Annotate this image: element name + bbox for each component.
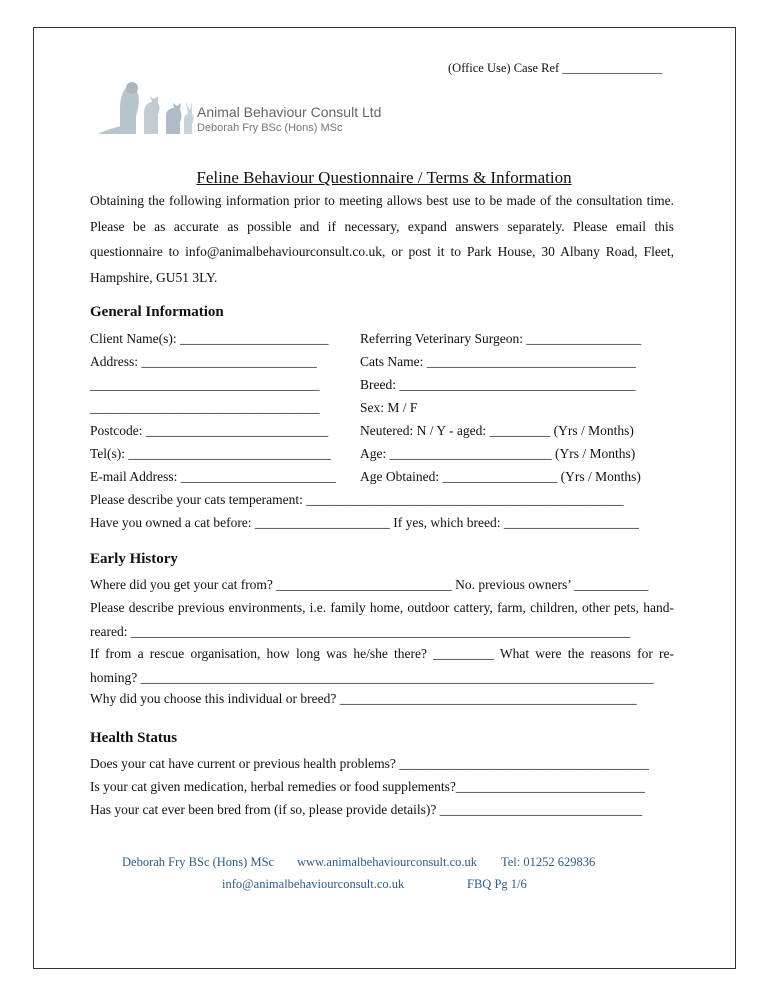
address-line-3[interactable]: __________________________________ (90, 400, 320, 415)
intro-paragraph: Obtaining the following information prior to meeting allows best use to be made of the consultation time. Please be as accurate as possible and if necessary, expand answers separately. Please email this questionnaire to info@animalbehaviourconsult.co.uk, or post it to Park House, 30 Albany Road, Fleet, Hampshire, GU51 3LY. (90, 193, 674, 285)
environments-field[interactable]: Please describe previous environments, i.e. family home, outdoor cattery, farm, children, other pets, hand-reared: __________________________________________________________________________ (90, 600, 674, 639)
early-history-heading: Early History (90, 551, 178, 567)
temperament-field[interactable]: Please describe your cats temperament: _______________________________________________ (90, 492, 624, 507)
page-title: Feline Behaviour Questionnaire / Terms & Information (196, 168, 572, 187)
cats-name-field[interactable]: Cats Name: _______________________________ (360, 354, 636, 369)
rescue-field[interactable]: If from a rescue organisation, how long was he/she there? _________ What were the reasons for re-homing? ____________________________________________________________________________ (90, 646, 674, 685)
postcode-field[interactable]: Postcode: ___________________________ (90, 423, 329, 438)
footer-name: Deborah Fry BSc (Hons) MSc (122, 855, 275, 869)
client-name-field[interactable]: Client Name(s): ______________________ (90, 331, 329, 346)
health-problems-field[interactable]: Does your cat have current or previous health problems? _____________________________________ (90, 756, 650, 771)
medication-field[interactable]: Is your cat given medication, herbal remedies or food supplements?____________________________ (90, 779, 645, 794)
neutered-field[interactable]: Neutered: N / Y - aged: _________ (Yrs / Months) (360, 423, 634, 438)
logo-subtitle: Deborah Fry BSc (Hons) MSc (197, 122, 343, 134)
why-choose-field[interactable]: Why did you choose this individual or breed? ____________________________________________ (90, 691, 637, 706)
where-from-field[interactable]: Where did you get your cat from? __________________________ No. previous owners’ ___________ (90, 577, 649, 592)
sex-field[interactable]: Sex: M / F (360, 400, 418, 415)
owned-before-field[interactable]: Have you owned a cat before: ____________________ If yes, which breed: ____________________ (90, 515, 639, 530)
email-field[interactable]: E-mail Address: _______________________ (90, 469, 336, 484)
footer-email-link[interactable]: info@animalbehaviourconsult.co.uk (222, 877, 405, 891)
bred-from-field[interactable]: Has your cat ever been bred from (if so, please provide details)? ______________________________ (90, 802, 643, 817)
tel-field[interactable]: Tel(s): ______________________________ (90, 446, 331, 461)
footer-tel: Tel: 01252 629836 (501, 855, 596, 869)
address-line-2[interactable]: __________________________________ (90, 377, 320, 392)
footer-website-link[interactable]: www.animalbehaviourconsult.co.uk (297, 855, 478, 869)
breed-field[interactable]: Breed: ___________________________________ (360, 377, 636, 392)
referring-vet-field[interactable]: Referring Veterinary Surgeon: _________________ (360, 331, 642, 346)
general-heading: General Information (90, 304, 224, 320)
age-field[interactable]: Age: ________________________ (Yrs / Months) (360, 446, 636, 461)
address-field[interactable]: Address: __________________________ (90, 354, 317, 369)
age-obtained-field[interactable]: Age Obtained: _________________ (Yrs / Months) (360, 469, 641, 484)
logo-title: Animal Behaviour Consult Ltd (197, 104, 382, 120)
health-heading: Health Status (90, 730, 178, 746)
case-ref: (Office Use) Case Ref ________________ (448, 61, 663, 75)
footer-page-number: FBQ Pg 1/6 (467, 877, 527, 891)
